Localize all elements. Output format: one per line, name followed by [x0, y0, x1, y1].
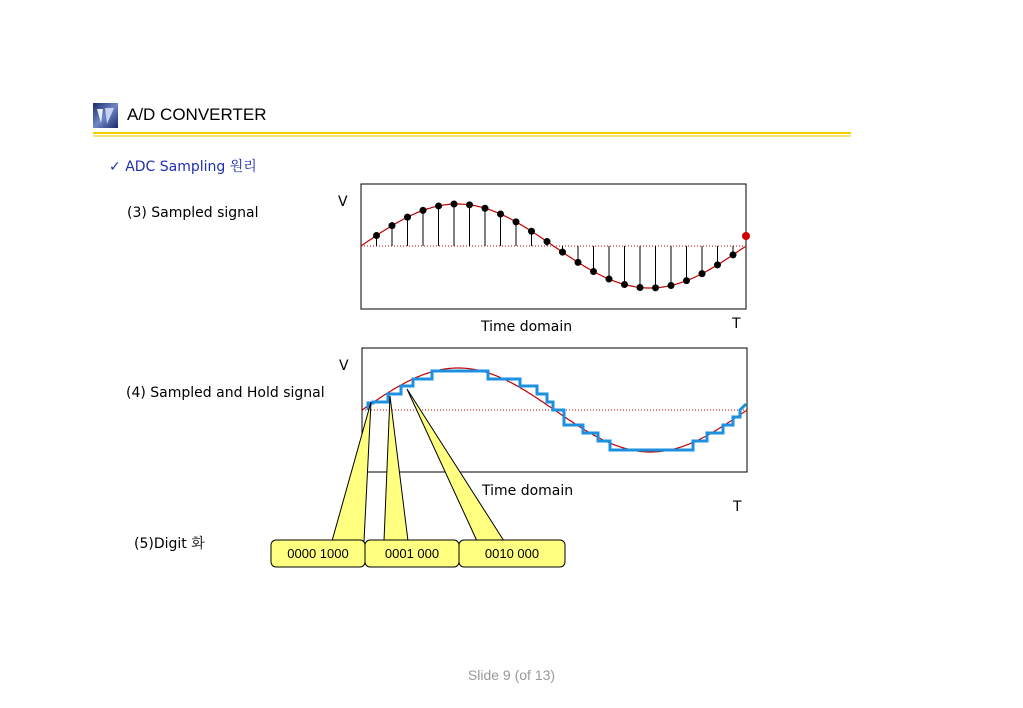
sample-point: [714, 261, 721, 268]
end-sample-point: [742, 232, 750, 240]
code-box-2: 0001 000: [384, 546, 440, 561]
sample-point: [621, 281, 628, 288]
code-box-3: 0010 000: [484, 546, 540, 561]
sample-point: [699, 270, 706, 277]
sample-point: [435, 202, 442, 209]
sampled-signal-graph: [361, 184, 750, 309]
title-rule: [93, 132, 851, 134]
sample-point: [451, 201, 458, 208]
callout-2: [365, 396, 459, 567]
sample-point: [389, 222, 396, 229]
sample-point: [559, 249, 566, 256]
sample-point: [590, 268, 597, 275]
sample-point: [513, 218, 520, 225]
check-icon: ✓: [109, 159, 121, 175]
sample-point: [420, 207, 427, 214]
sample-point: [528, 228, 535, 235]
page-title: A/D CONVERTER: [127, 105, 267, 124]
sample-point: [404, 214, 411, 221]
graph2-t-label: T: [733, 499, 742, 515]
title-rule-shadow: [93, 135, 851, 137]
sample-point: [652, 284, 659, 291]
code-box-1: 0000 1000: [287, 546, 349, 561]
sample-point: [606, 276, 613, 283]
sample-point: [373, 232, 380, 239]
sample-point: [637, 284, 644, 291]
sample-point: [668, 282, 675, 289]
bullet-text: ADC Sampling 원리: [125, 159, 257, 175]
sampled-signal-label: (3) Sampled signal: [127, 205, 259, 221]
sample-hold-label: (4) Sampled and Hold signal: [126, 385, 325, 401]
graph1-y-axis-label: V: [338, 194, 348, 210]
graph1-x-axis-label: Time domain: [481, 319, 573, 335]
sample-point: [482, 205, 489, 212]
sample-point: [466, 201, 473, 208]
digit-label: (5)Digit 화: [134, 536, 205, 552]
sample-point: [683, 277, 690, 284]
sample-point: [730, 251, 737, 258]
sample-point: [575, 259, 582, 266]
sample-point: [544, 238, 551, 245]
sample-point: [497, 211, 504, 218]
graph2-x-axis-label: Time domain: [482, 483, 574, 499]
callout-1: [271, 402, 371, 567]
graph2-y-axis-label: V: [339, 358, 349, 374]
slide-footer: Slide 9 (of 13): [467, 667, 556, 683]
graph1-t-label: T: [732, 316, 741, 332]
